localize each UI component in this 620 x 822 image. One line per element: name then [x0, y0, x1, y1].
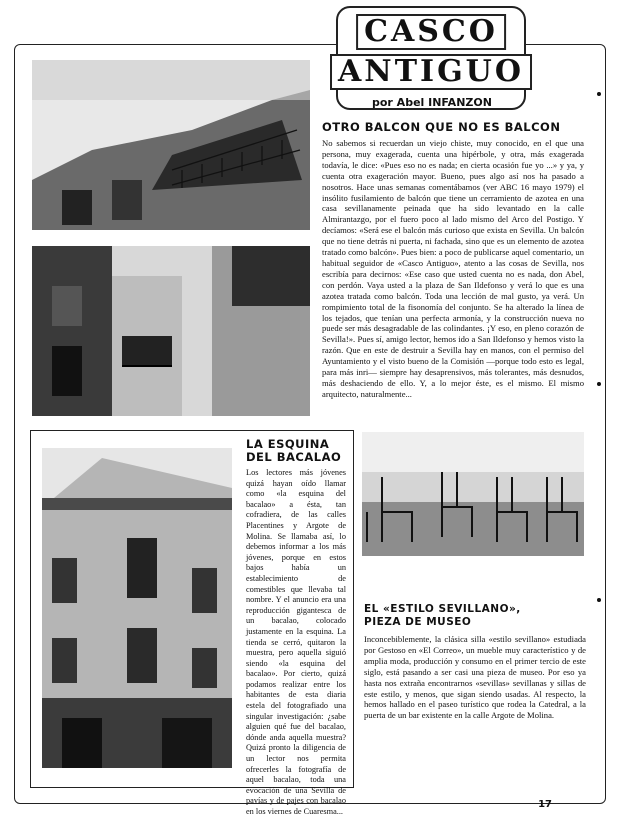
- article-1-headline: OTRO BALCON QUE NO ES BALCON: [322, 120, 561, 134]
- article-2-headline-line-1: LA ESQUINA: [246, 437, 330, 451]
- scan-mark: [597, 598, 601, 602]
- photo-balcony-top: [32, 60, 310, 230]
- page-number: 17: [538, 799, 552, 810]
- article-3-headline-line-2: PIEZA DE MUSEO: [364, 615, 472, 628]
- scan-mark: [597, 92, 601, 96]
- article-3-headline: [364, 603, 521, 628]
- photo-facade-middle: [32, 246, 310, 416]
- masthead-line-1: CASCO: [356, 14, 506, 50]
- masthead-line-2: ANTIGUO: [330, 54, 532, 90]
- article-2-headline: [246, 438, 341, 464]
- article-3-headline-line-1: EL «ESTILO SEVILLANO»,: [364, 603, 521, 615]
- article-1-body: No sabemos si recuerdan un viejo chiste, muy conocido, en el que una persona, muy exagerada, cuenta una hipérbole, y otra, más exagerada todavía, le dice: «Pues eso no es nada; en cierta ocasión fue yo ...» y ya, y cuenta otra exageración mayor. Bueno, pues algo así nos ha pasado a nosotros. Hace unas semanas comentábamos (ver ABC 16 mayo 1979) el insólito fusilamiento de balcón que tiene un cerramiento de azotea en una casa sevillanamente peinada que ha sido levantado en la calle Almirantazgo, por el fuero poco al lado mismo del Arco del Postigo. Y decíamos: «Será ese el balcón más curioso que exista en Sevilla. Un balcón que no tiene detrás ni puerta, ni fachada, sino que es un elemento de azotea tratado como balcón». Pues bien: a poco de publicarse aquel comentario, un habitual seguidor de «Casco Antiguo», atento a las cosas de Sevilla, nos escribía para decirnos: «Ese caso que usted cuenta no es nada, don Abel, con perdón. Vaya usted a la plaza de San Ildefonso y verá lo que es una azotea tratada como balcón. Toda una lección de mal gusto, ya verá. Un rompimiento total de la fisonomía del conjunto. Se ha alterado la línea de los tejados, que tenían una perfecta armonía, y la construcción nueva no puede ser más desagradable de las colindantes. ¡Y eso, en pleno corazón de Sevilla!». Pues sí, amigo lector, hemos ido a San Ildefonso y hemos visto la razón. Que en este de destruir a Sevilla hay en manos, con el permiso del Ayuntamiento y el visto bueno de la Comisión —porque todo esto es legal, para más inri— siempre hay desaprensivos, más tolerantes, más desnudos, más deshaciendo de ello. Y, a lo mejor éste, es el mismo. El mismo arquitecto, naturalmente...: [322, 138, 584, 399]
- article-3-body: Inconcebiblemente, la clásica silla «estilo sevillano» estudiada por Gestoso en «El Correo», un mueble muy característico y de amplia moda, producción y consumo en el primer tercio de este siglo, está pasando a ser casi una pieza de museo. Por eso ya hasta nos extraña encontrarnos «sevillas» sevillanas y sillas de este estilo, y menos, que sigan siendo usadas. Al respecto, la hemos hallado en el paseo turístico que rodea la Catedral, a la puerta de un bar existente en la calle Argote de Molina.: [364, 634, 586, 721]
- photo-esquina-bacalao: [42, 448, 232, 768]
- article-2-body: Los lectores más jóvenes quizá hayan oído llamar como «la esquina del bacalao» a ésta, tan cofradiera, de las calles Placentines y Argote de Molina. Se llamaba así, lo debemos informar a los más jóvenes, porque en estos bajos había un establecimiento de comestibles que llevaba tal nombre. Y el anuncio era una reproducción gigantesca de un bacalao, colocado justamente en la esquina. La tienda se cerró, quitaron la muestra, pero aquella siguió siendo «la esquina del bacalao». Por cierto, quizá podamos realizar entre los habitantes de esta diaria estela del fotografiado una singular investigación: ¿sabe alguien qué fue del bacalao, dónde anda aquella muestra? Quizá pronto la diligencia de un lector nos permita ofrecerles la fotografía de aquel bacalao, toda una evocación de una Sevilla de pavías y de pajes con bacalao en los viernes de Cuaresma...: [246, 468, 346, 816]
- section-masthead: [336, 6, 526, 110]
- article-2-headline-line-2: DEL BACALAO: [246, 450, 342, 464]
- scan-mark: [597, 382, 601, 386]
- author-byline: por Abel INFANZON: [372, 96, 492, 109]
- photo-sillas-sevillanas: [362, 432, 584, 556]
